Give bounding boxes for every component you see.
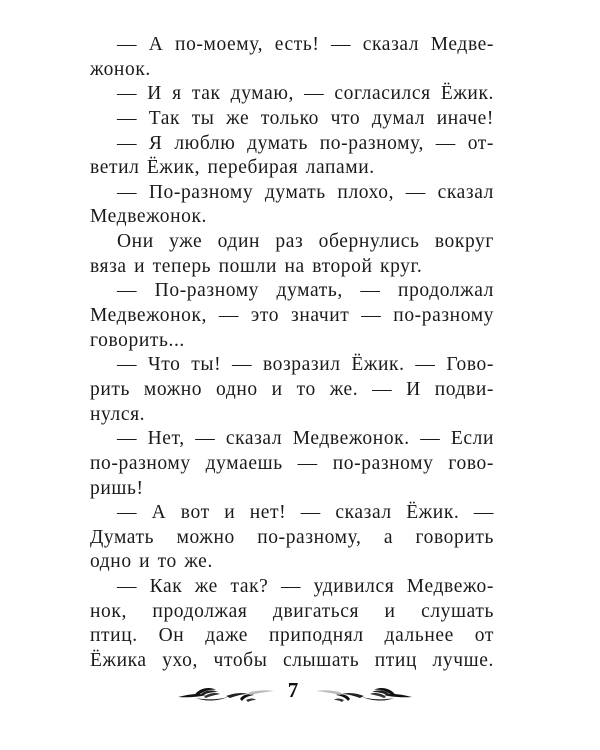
text-line: по-разному думаешь — по-разному гово- bbox=[90, 452, 494, 474]
text-line: Медвежонок. bbox=[90, 206, 208, 228]
text-line: жонок. bbox=[90, 58, 151, 80]
text-line: — А вот и нет! — сказал Ёжик. — bbox=[117, 502, 494, 524]
text-line: ветил Ёжик, перебирая лапами. bbox=[90, 157, 375, 179]
flourish-left-icon bbox=[176, 684, 276, 704]
flourish-right-icon bbox=[312, 684, 414, 704]
body-text bbox=[90, 33, 494, 674]
text-line: — Как же так? — удивился Медвежо- bbox=[117, 576, 494, 598]
text-line: Думать можно по-разному, а говорить bbox=[90, 526, 494, 548]
text-line: Они уже один раз обернулись вокруг bbox=[117, 231, 494, 253]
text-line: Медвежонок, — это значит — по-разному bbox=[90, 305, 494, 327]
text-line: — Я люблю думать по-разному, — от- bbox=[117, 132, 494, 154]
text-line: вяза и теперь пошли на второй круг. bbox=[90, 255, 423, 277]
text-line: — По-разному думать плохо, — сказал bbox=[117, 181, 494, 203]
text-line: говорить... bbox=[90, 329, 185, 351]
page-number: 7 bbox=[287, 678, 299, 702]
text-line: — Что ты! — возразил Ёжик. — Гово- bbox=[117, 354, 494, 376]
page-footer bbox=[0, 676, 600, 708]
text-line: — А по-моему, есть! — сказал Медве- bbox=[117, 34, 494, 55]
text-line: — Нет, — сказал Медвежонок. — Если bbox=[117, 428, 494, 450]
text-line: — По-разному думать, — продолжал bbox=[117, 280, 494, 302]
text-line: одно и то же. bbox=[90, 551, 213, 573]
text-line: нок, продолжая двигаться и слушать bbox=[90, 600, 494, 622]
text-line: нулся. bbox=[90, 403, 146, 425]
text-line: рить можно одно и то же. — И подви- bbox=[90, 378, 494, 400]
text-line: птиц. Он даже приподнял дальнее от bbox=[90, 625, 494, 647]
text-line: — И я так думаю, — согласился Ёжик. bbox=[117, 83, 494, 105]
text-line: — Так ты же только что думал иначе! bbox=[117, 107, 494, 129]
text-line: Ёжика ухо, чтобы слышать птиц лучше. bbox=[90, 650, 494, 672]
text-line: ришь! bbox=[90, 477, 144, 499]
